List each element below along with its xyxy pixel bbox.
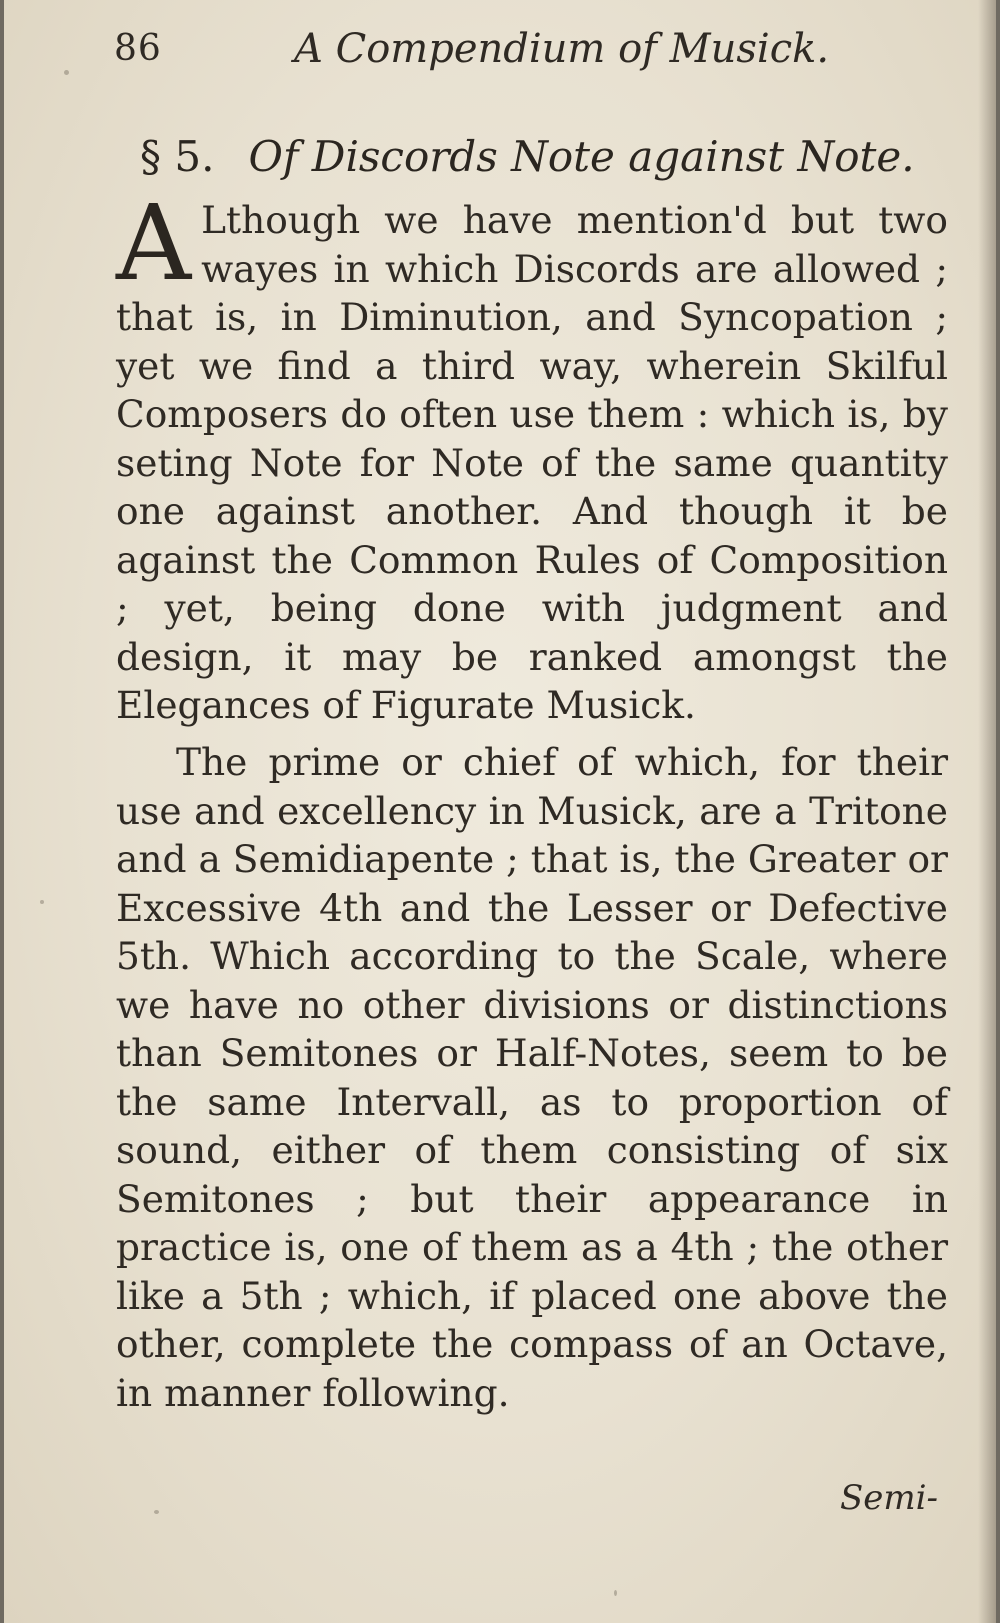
paragraph-1 [116,182,948,730]
book-page [4,0,996,1623]
page-number: 86 [114,28,162,69]
section-number: § 5. [140,132,215,181]
running-title: A Compendium of Musick. [294,26,830,72]
paper-speck [40,900,44,904]
paper-speck [614,1590,617,1596]
catchword: Semi- [840,1478,939,1518]
paper-speck [154,1510,159,1514]
page-header [114,20,914,80]
drop-cap: A [116,182,192,304]
section-heading [140,132,960,181]
paragraph-2: The prime or chief of which, for their use and excellency in Musick, are a Tritone and a Semidiapente ; that is, the Greater or Excessive 4th and the Lesser or Defective 5th. Which according to the Scale, where we have no other divisions or distinctions than Semitones or Half-Notes, seem to be the same Intervall, as to proportion of sound, either of them consisting of six Semitones ; but their appearance in practice is, one of them as a 4th ; the other like a 5th ; which, if placed one above the other, complete the compass of an Octave, in manner following. [116,740,948,1415]
section-title: Of Discords Note against Note. [248,132,915,181]
page-edge-shadow [978,0,996,1623]
paragraph-1-text: Lthough we have mention'd but two wayes in which Discords are allowed ; that is, in Diminution, and Syncopation ; yet we find a third way, wherein Skilful Composers do often use them : which is, by seting Note for Note of the same quantity one against another. And though it be against the Common Rules of Composition ; yet, being done with judgment and design, it may be ranked amongst the Elegances of Figurate Musick. [116,198,948,727]
paper-speck [64,70,69,75]
